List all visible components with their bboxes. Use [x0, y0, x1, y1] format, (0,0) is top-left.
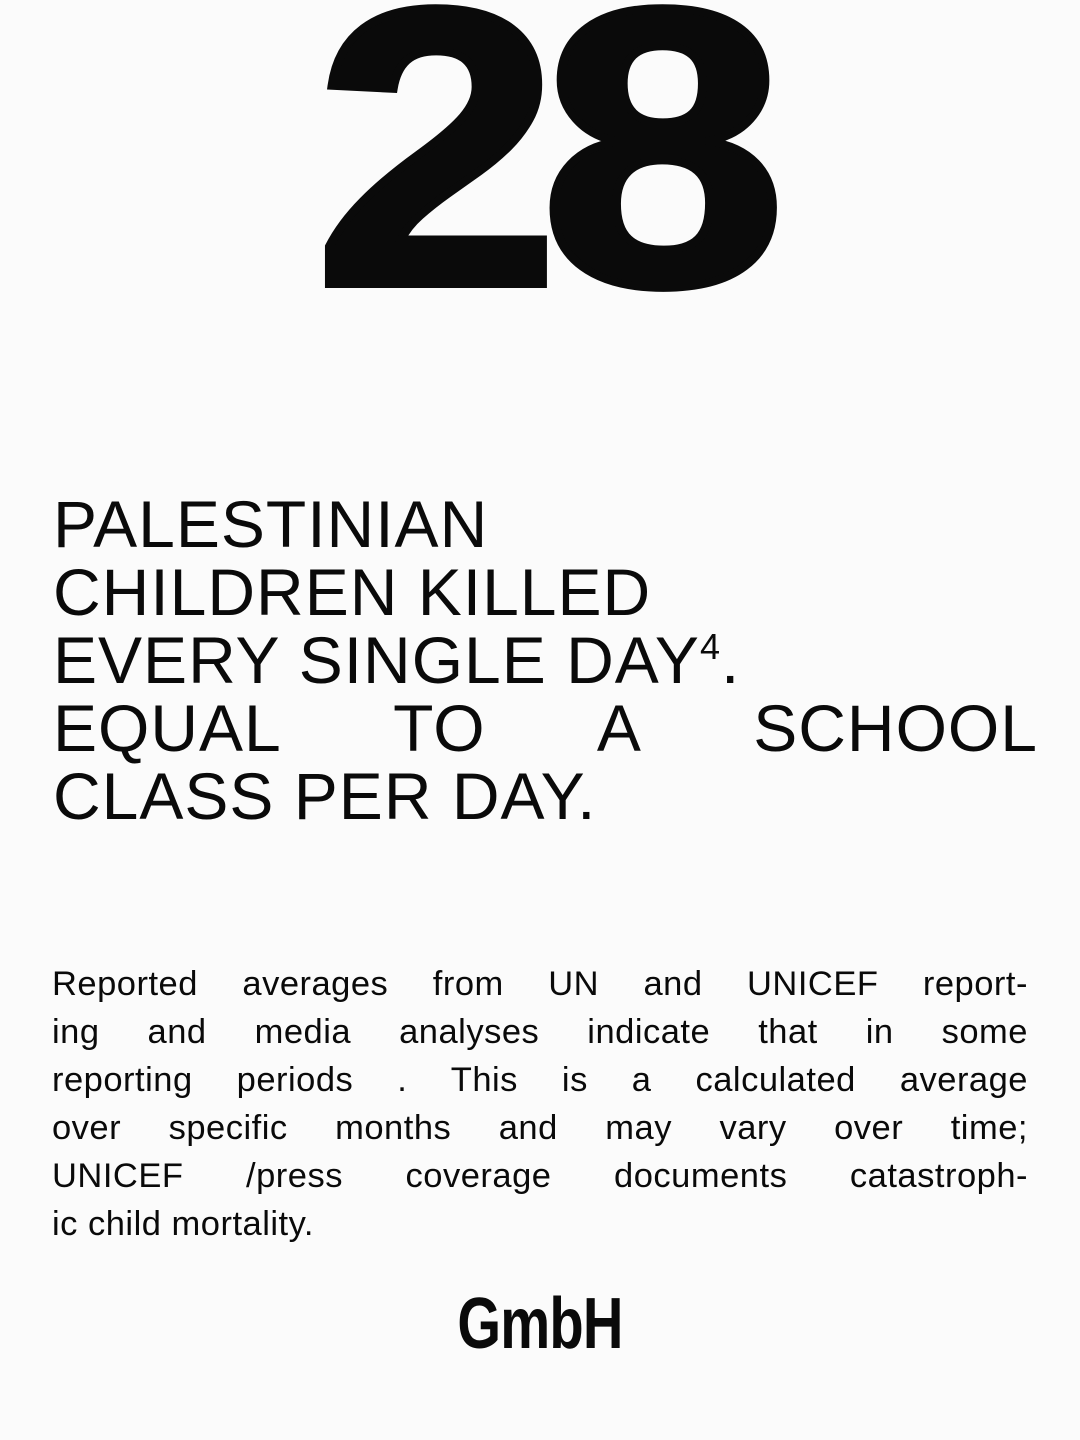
headline-line-4 — [53, 691, 1038, 765]
headline-word: EQUAL — [53, 691, 280, 765]
paragraph-line: ing and media analyses indicate that in some — [52, 1013, 1028, 1051]
headline-word: TO — [393, 691, 486, 765]
footnote-paragraph — [52, 960, 1028, 1248]
brand-name: GmbH — [457, 1284, 623, 1364]
headline-line-2: CHILDREN KILLED — [53, 555, 652, 629]
paragraph-line: UNICEF /press coverage documents catastroph- — [52, 1157, 1028, 1195]
paragraph-line: Reported averages from UN and UNICEF report- — [52, 965, 1028, 1003]
footnote-marker: 4 — [699, 626, 721, 667]
headline-line-3-period: . — [720, 623, 741, 697]
headline-word: A — [596, 691, 639, 765]
headline-line-5: CLASS PER DAY. — [53, 759, 597, 833]
headline-word: SCHOOL — [753, 691, 1038, 765]
paragraph-line: reporting periods . This is a calculated average — [52, 1061, 1028, 1099]
brand-logo — [0, 1284, 1080, 1364]
headline-line-3 — [53, 623, 1038, 697]
paragraph-line: over specific months and may vary over time; — [52, 1109, 1028, 1147]
stat-number: 28 — [314, 0, 766, 368]
headline-line-3-text: EVERY SINGLE DAY — [53, 623, 700, 697]
headline-line-1: PALESTINIAN — [53, 487, 489, 561]
paragraph-line: ic child mortality. — [52, 1205, 314, 1243]
headline — [53, 487, 1038, 833]
